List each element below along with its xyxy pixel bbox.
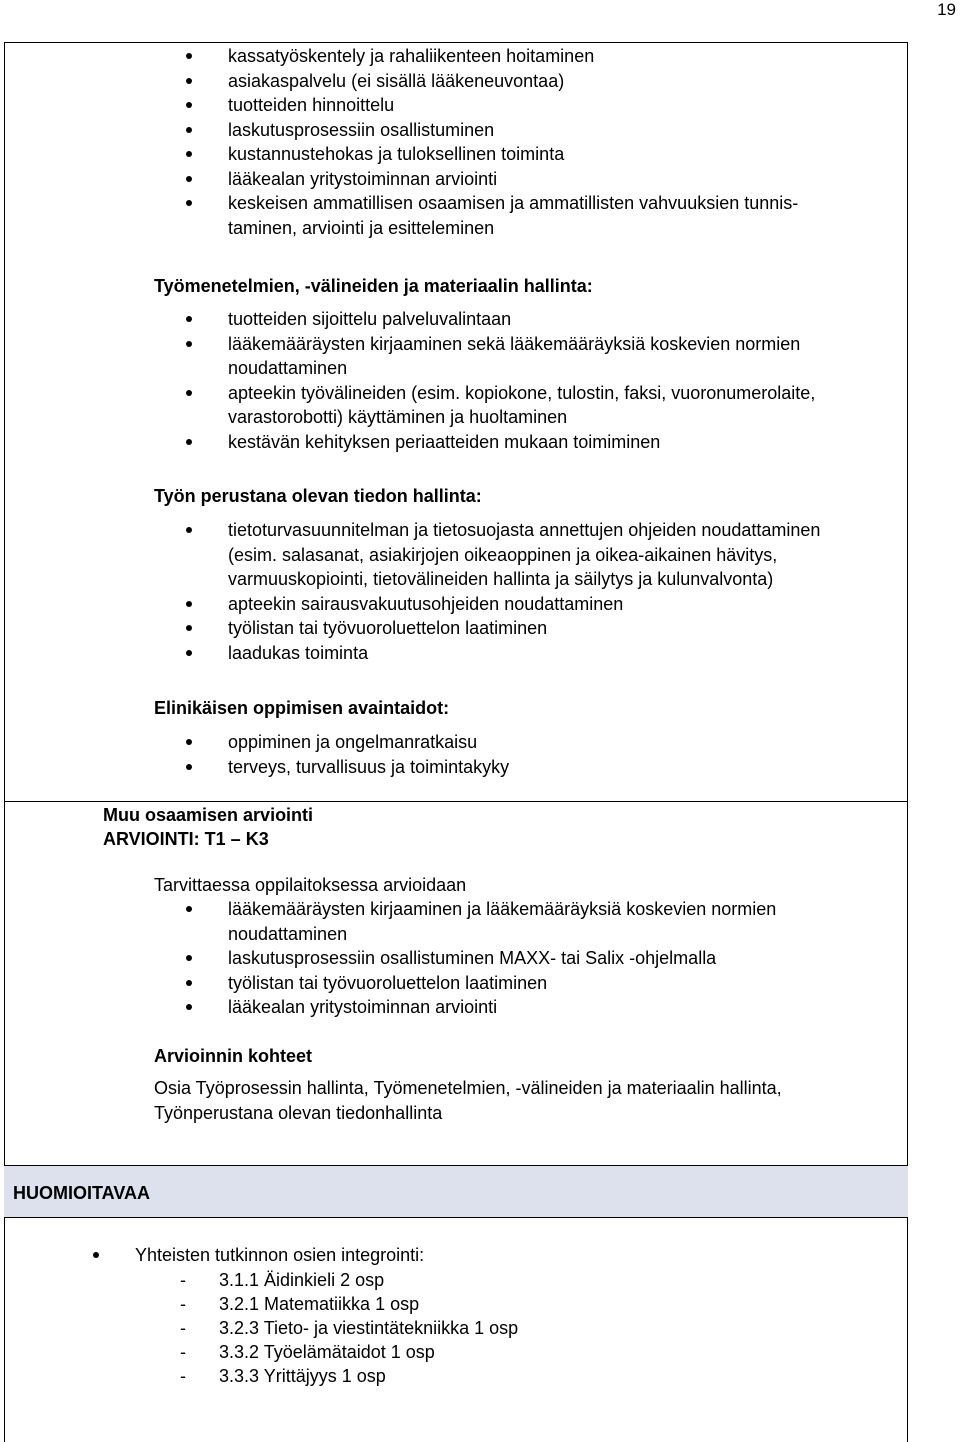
list-item: kustannustehokas ja tuloksellinen toiminta (228, 142, 908, 167)
other-assessment-list (228, 897, 908, 1020)
list-item: lääkealan yritystoiminnan arviointi (228, 167, 908, 192)
assessment-scale: ARVIOINTI: T1 – K3 (103, 829, 269, 849)
list-item: laskutusprosessiin osallistuminen MAXX- tai Salix -ohjelmalla (228, 946, 908, 971)
notes-list (135, 1243, 815, 1268)
section-heading: Työn perustana olevan tiedon hallinta: (154, 486, 482, 506)
other-assessment-title: Muu osaamisen arviointi (103, 805, 314, 825)
integration-list (180, 1268, 518, 1388)
list-item: keskeisen ammatillisen osaamisen ja ammatillisten vahvuuksien tunnis- taminen, arviointi ja esitteleminen (228, 191, 908, 240)
lifelong-learning-list (228, 730, 908, 779)
list-item: työlistan tai työvuoroluettelon laatiminen (228, 616, 908, 641)
page-number: 19 (937, 0, 956, 19)
list-item: laadukas toiminta (228, 641, 908, 666)
list-item: terveys, turvallisuus ja toimintakyky (228, 755, 908, 780)
list-item: kassatyöskentely ja rahaliikenteen hoitaminen (228, 44, 908, 69)
assessment-intro: Tarvittaessa oppilaitoksessa arvioidaan (154, 875, 467, 895)
list-item: kestävän kehityksen periaatteiden mukaan toimiminen (228, 430, 908, 455)
list-item: tuotteiden hinnoittelu (228, 93, 908, 118)
assessment-targets-text: Osia Työprosessin hallinta, Työmenetelmien, -välineiden ja materiaalin hallinta, Työnperustana olevan tiedonhallinta (154, 1078, 782, 1123)
assessment-targets-heading: Arvioinnin kohteet (154, 1046, 313, 1066)
integration-item: - 3.2.1 Matematiikka 1 osp (180, 1294, 420, 1314)
notes-header (4, 1165, 908, 1218)
list-item: asiakaspalvelu (ei sisällä lääkeneuvontaa) (228, 69, 908, 94)
list-item: lääkemääräysten kirjaaminen sekä lääkemääräyksiä koskevien normien noudattaminen (228, 332, 908, 381)
methods-list (228, 307, 908, 454)
list-item: laskutusprosessiin osallistuminen (228, 118, 908, 143)
integration-item: - 3.2.3 Tieto- ja viestintätekniikka 1 osp (180, 1318, 519, 1338)
list-item: tuotteiden sijoittelu palveluvalintaan (228, 307, 908, 332)
integration-item: - 3.1.1 Äidinkieli 2 osp (180, 1270, 385, 1290)
section-heading: Elinikäisen oppimisen avaintaidot: (154, 698, 450, 718)
section-divider (4, 801, 908, 802)
list-item: työlistan tai työvuoroluettelon laatiminen (228, 971, 908, 996)
list-item: Yhteisten tutkinnon osien integrointi: (135, 1243, 815, 1268)
knowledge-list (228, 518, 908, 665)
section-heading: Työmenetelmien, -välineiden ja materiaalin hallinta: (154, 276, 593, 296)
notes-title: HUOMIOITAVAA (13, 1183, 150, 1203)
integration-item: - 3.3.2 Työelämätaidot 1 osp (180, 1342, 435, 1362)
list-item: lääkealan yritystoiminnan arviointi (228, 995, 908, 1020)
integration-item: - 3.3.3 Yrittäjyys 1 osp (180, 1366, 386, 1386)
list-item: tietoturvasuunnitelman ja tietosuojasta annettujen ohjeiden noudattaminen (esim. salasanat, asiakirjojen oikeaoppinen ja oikea-aikainen hävitys, varmuuskopiointi, tietovälineiden hallinta ja säilytys ja kulunvalvonta) (228, 518, 908, 592)
list-item: lääkemääräysten kirjaaminen ja lääkemääräyksiä koskevien normien noudattaminen (228, 897, 908, 946)
process-skills-list (228, 44, 908, 240)
list-item: apteekin sairausvakuutusohjeiden noudattaminen (228, 592, 908, 617)
list-item: oppiminen ja ongelmanratkaisu (228, 730, 908, 755)
list-item: apteekin työvälineiden (esim. kopiokone, tulostin, faksi, vuoronumerolaite, varastorobotti) käyttäminen ja huoltaminen (228, 381, 908, 430)
